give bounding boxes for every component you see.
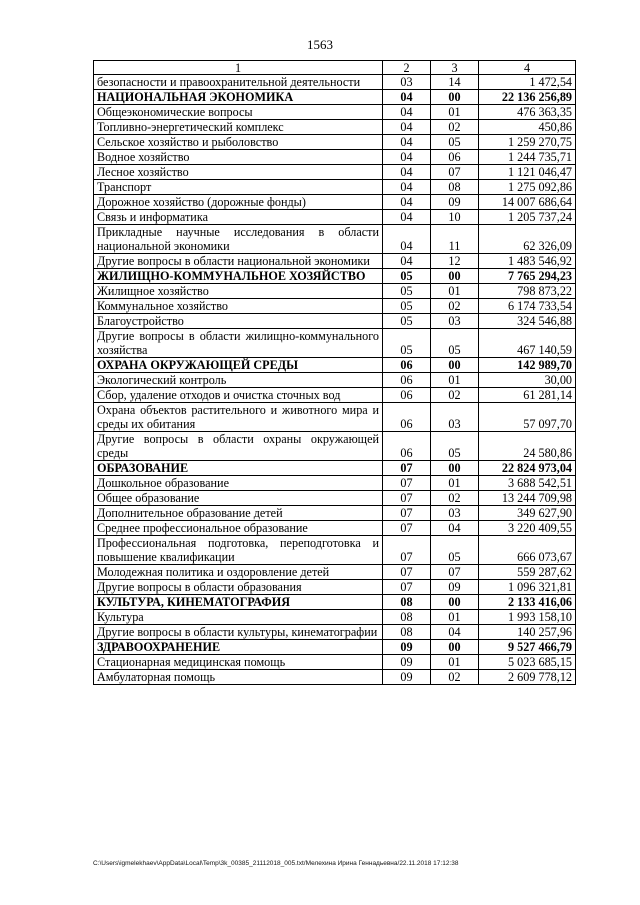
row-section-code: 07 [383, 461, 431, 476]
header-col-section: 2 [383, 61, 431, 75]
row-amount: 3 220 409,55 [479, 521, 576, 536]
row-section-code: 09 [383, 640, 431, 655]
row-section-code: 07 [383, 580, 431, 595]
table-row [94, 595, 576, 610]
row-name: НАЦИОНАЛЬНАЯ ЭКОНОМИКА [94, 90, 383, 105]
table-row [94, 388, 576, 403]
row-subsection-code: 07 [431, 165, 479, 180]
table-row [94, 120, 576, 135]
row-section-code: 04 [383, 135, 431, 150]
row-amount: 22 824 973,04 [479, 461, 576, 476]
table-row [94, 90, 576, 105]
row-name: ЗДРАВООХРАНЕНИЕ [94, 640, 383, 655]
row-section-code: 07 [383, 476, 431, 491]
row-subsection-code: 11 [431, 225, 479, 254]
row-name: Дорожное хозяйство (дорожные фонды) [94, 195, 383, 210]
table-row [94, 358, 576, 373]
row-name: ОХРАНА ОКРУЖАЮЩЕЙ СРЕДЫ [94, 358, 383, 373]
row-subsection-code: 00 [431, 90, 479, 105]
table-row [94, 476, 576, 491]
row-name: Молодежная политика и оздоровление детей [94, 565, 383, 580]
table-body [94, 75, 576, 685]
table-row [94, 180, 576, 195]
row-subsection-code: 14 [431, 75, 479, 90]
row-name: ОБРАЗОВАНИЕ [94, 461, 383, 476]
row-section-code: 07 [383, 565, 431, 580]
row-name: Коммунальное хозяйство [94, 299, 383, 314]
row-subsection-code: 05 [431, 536, 479, 565]
row-name: Лесное хозяйство [94, 165, 383, 180]
row-amount: 349 627,90 [479, 506, 576, 521]
table-row [94, 403, 576, 432]
row-name: Транспорт [94, 180, 383, 195]
row-name: Другие вопросы в области жилищно-коммунального хозяйства [94, 329, 383, 358]
row-name: Другие вопросы в области образования [94, 580, 383, 595]
row-name: безопасности и правоохранительной деятельности [94, 75, 383, 90]
row-name: Дополнительное образование детей [94, 506, 383, 521]
row-amount: 6 174 733,54 [479, 299, 576, 314]
row-amount: 1 483 546,92 [479, 254, 576, 269]
row-name: КУЛЬТУРА, КИНЕМАТОГРАФИЯ [94, 595, 383, 610]
row-section-code: 04 [383, 165, 431, 180]
row-section-code: 04 [383, 150, 431, 165]
row-subsection-code: 00 [431, 640, 479, 655]
row-subsection-code: 03 [431, 314, 479, 329]
row-amount: 1 993 158,10 [479, 610, 576, 625]
row-name: Стационарная медицинская помощь [94, 655, 383, 670]
row-section-code: 04 [383, 120, 431, 135]
row-name: Сбор, удаление отходов и очистка сточных вод [94, 388, 383, 403]
table-row [94, 105, 576, 120]
row-amount: 9 527 466,79 [479, 640, 576, 655]
row-subsection-code: 02 [431, 491, 479, 506]
table-row [94, 329, 576, 358]
row-subsection-code: 09 [431, 580, 479, 595]
table-row [94, 521, 576, 536]
row-section-code: 03 [383, 75, 431, 90]
row-amount: 1 259 270,75 [479, 135, 576, 150]
budget-table [93, 60, 576, 685]
row-amount: 142 989,70 [479, 358, 576, 373]
row-section-code: 04 [383, 210, 431, 225]
row-subsection-code: 04 [431, 625, 479, 640]
table-row [94, 150, 576, 165]
row-name: Другие вопросы в области национальной экономики [94, 254, 383, 269]
row-amount: 14 007 686,64 [479, 195, 576, 210]
row-name: Жилищное хозяйство [94, 284, 383, 299]
row-subsection-code: 00 [431, 269, 479, 284]
row-section-code: 07 [383, 536, 431, 565]
table-row [94, 314, 576, 329]
row-name: Водное хозяйство [94, 150, 383, 165]
row-section-code: 06 [383, 432, 431, 461]
row-name: ЖИЛИЩНО-КОММУНАЛЬНОЕ ХОЗЯЙСТВО [94, 269, 383, 284]
row-amount: 13 244 709,98 [479, 491, 576, 506]
row-amount: 476 363,35 [479, 105, 576, 120]
row-section-code: 05 [383, 284, 431, 299]
row-section-code: 07 [383, 521, 431, 536]
row-section-code: 06 [383, 373, 431, 388]
row-amount: 324 546,88 [479, 314, 576, 329]
header-col-sum: 4 [479, 61, 576, 75]
row-amount: 450,86 [479, 120, 576, 135]
row-section-code: 04 [383, 254, 431, 269]
row-subsection-code: 01 [431, 105, 479, 120]
row-name: Топливно-энергетический комплекс [94, 120, 383, 135]
table-row [94, 580, 576, 595]
table-row [94, 491, 576, 506]
row-amount: 2 133 416,06 [479, 595, 576, 610]
row-name: Благоустройство [94, 314, 383, 329]
table-row [94, 284, 576, 299]
row-section-code: 05 [383, 299, 431, 314]
row-name: Другие вопросы в области охраны окружающей среды [94, 432, 383, 461]
row-subsection-code: 00 [431, 461, 479, 476]
row-amount: 1 244 735,71 [479, 150, 576, 165]
row-subsection-code: 09 [431, 195, 479, 210]
row-section-code: 06 [383, 388, 431, 403]
row-section-code: 09 [383, 670, 431, 685]
row-section-code: 05 [383, 329, 431, 358]
table-row [94, 225, 576, 254]
table-row [94, 640, 576, 655]
row-amount: 1 472,54 [479, 75, 576, 90]
row-section-code: 07 [383, 491, 431, 506]
row-name: Прикладные научные исследования в области национальной экономики [94, 225, 383, 254]
row-name: Сельское хозяйство и рыболовство [94, 135, 383, 150]
table-row [94, 373, 576, 388]
row-subsection-code: 02 [431, 299, 479, 314]
row-section-code: 08 [383, 595, 431, 610]
page-number: 1563 [307, 37, 333, 52]
row-section-code: 05 [383, 314, 431, 329]
row-amount: 467 140,59 [479, 329, 576, 358]
table-row [94, 269, 576, 284]
table-row [94, 506, 576, 521]
row-subsection-code: 01 [431, 284, 479, 299]
table-row [94, 655, 576, 670]
row-amount: 1 275 092,86 [479, 180, 576, 195]
row-section-code: 04 [383, 105, 431, 120]
table-row [94, 165, 576, 180]
row-section-code: 04 [383, 195, 431, 210]
row-amount: 3 688 542,51 [479, 476, 576, 491]
row-name: Дошкольное образование [94, 476, 383, 491]
row-subsection-code: 01 [431, 476, 479, 491]
header-col-name: 1 [94, 61, 383, 75]
table-row [94, 461, 576, 476]
row-subsection-code: 05 [431, 432, 479, 461]
row-amount: 5 023 685,15 [479, 655, 576, 670]
row-amount: 61 281,14 [479, 388, 576, 403]
table-row [94, 610, 576, 625]
table-row [94, 625, 576, 640]
row-amount: 30,00 [479, 373, 576, 388]
row-section-code: 07 [383, 506, 431, 521]
row-subsection-code: 00 [431, 595, 479, 610]
row-amount: 57 097,70 [479, 403, 576, 432]
row-section-code: 04 [383, 90, 431, 105]
row-subsection-code: 05 [431, 329, 479, 358]
row-amount: 798 873,22 [479, 284, 576, 299]
row-subsection-code: 01 [431, 373, 479, 388]
row-section-code: 08 [383, 625, 431, 640]
row-amount: 559 287,62 [479, 565, 576, 580]
row-name: Другие вопросы в области культуры, кинематографии [94, 625, 383, 640]
row-amount: 140 257,96 [479, 625, 576, 640]
row-amount: 1 121 046,47 [479, 165, 576, 180]
row-section-code: 09 [383, 655, 431, 670]
row-amount: 2 609 778,12 [479, 670, 576, 685]
row-name: Культура [94, 610, 383, 625]
row-subsection-code: 01 [431, 655, 479, 670]
row-amount: 1 205 737,24 [479, 210, 576, 225]
row-subsection-code: 05 [431, 135, 479, 150]
row-amount: 22 136 256,89 [479, 90, 576, 105]
row-amount: 24 580,86 [479, 432, 576, 461]
row-subsection-code: 07 [431, 565, 479, 580]
row-section-code: 04 [383, 225, 431, 254]
row-subsection-code: 03 [431, 403, 479, 432]
table-row [94, 299, 576, 314]
row-subsection-code: 02 [431, 388, 479, 403]
table-row [94, 75, 576, 90]
row-amount: 666 073,67 [479, 536, 576, 565]
row-subsection-code: 00 [431, 358, 479, 373]
row-subsection-code: 10 [431, 210, 479, 225]
row-subsection-code: 02 [431, 120, 479, 135]
row-subsection-code: 06 [431, 150, 479, 165]
row-name: Среднее профессиональное образование [94, 521, 383, 536]
row-section-code: 05 [383, 269, 431, 284]
table-header-row [94, 61, 576, 75]
table-row [94, 135, 576, 150]
table-row [94, 210, 576, 225]
row-name: Охрана объектов растительного и животного мира и среды их обитания [94, 403, 383, 432]
row-subsection-code: 03 [431, 506, 479, 521]
row-subsection-code: 01 [431, 610, 479, 625]
row-name: Профессиональная подготовка, переподготовка и повышение квалификации [94, 536, 383, 565]
row-section-code: 06 [383, 358, 431, 373]
table-row [94, 670, 576, 685]
row-name: Связь и информатика [94, 210, 383, 225]
row-name: Амбулаторная помощь [94, 670, 383, 685]
table-row [94, 254, 576, 269]
row-subsection-code: 08 [431, 180, 479, 195]
header-col-subsection: 3 [431, 61, 479, 75]
row-amount: 1 096 321,81 [479, 580, 576, 595]
table-row [94, 432, 576, 461]
row-section-code: 06 [383, 403, 431, 432]
row-name: Экологический контроль [94, 373, 383, 388]
table-row [94, 565, 576, 580]
table-row [94, 536, 576, 565]
row-amount: 7 765 294,23 [479, 269, 576, 284]
row-subsection-code: 02 [431, 670, 479, 685]
row-amount: 62 326,09 [479, 225, 576, 254]
table-row [94, 195, 576, 210]
row-section-code: 08 [383, 610, 431, 625]
row-subsection-code: 12 [431, 254, 479, 269]
row-name: Общее образование [94, 491, 383, 506]
row-section-code: 04 [383, 180, 431, 195]
row-subsection-code: 04 [431, 521, 479, 536]
row-name: Общеэкономические вопросы [94, 105, 383, 120]
footer-file-path: C:\Users\igmelekhaev\AppData\Local\Temp\3k_00385_21112018_005.txt/Мелехина Ирина Геннадьевна/22.11.2018 17:12:38 [93, 860, 459, 867]
